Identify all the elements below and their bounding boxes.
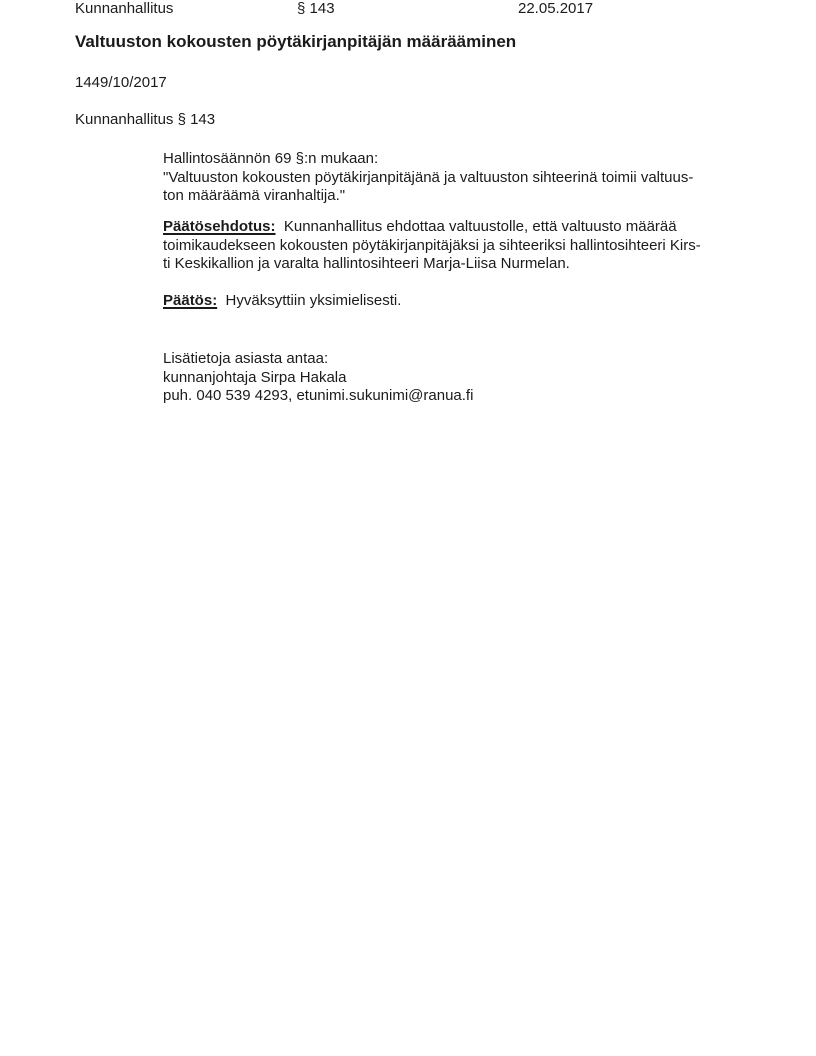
contact-info-paragraph <box>163 350 473 406</box>
proposal-line: toimikaudekseen kokousten pöytäkirjanpitäjäksi ja sihteeriksi hallintosihteeri Kirs- <box>163 236 701 254</box>
section-reference: Kunnanhallitus § 143 <box>75 111 216 128</box>
regulation-line: Hallintosäännön 69 §:n mukaan: <box>163 150 379 167</box>
proposal-text: Kunnanhallitus ehdottaa valtuustolle, että valtuusto määrää <box>275 218 677 235</box>
regulation-line: "Valtuuston kokousten pöytäkirjanpitäjänä ja valtuuston sihteerinä toimii valtuus- <box>163 168 694 186</box>
decision-text: Hyväksyttiin yksimielisesti. <box>217 292 402 309</box>
case-number: 1449/10/2017 <box>75 74 167 91</box>
decision-paragraph <box>163 292 401 311</box>
contact-line: kunnanjohtaja Sirpa Hakala <box>163 368 347 386</box>
regulation-line: ton määräämä viranhaltija." <box>163 187 346 204</box>
regulation-paragraph <box>163 150 693 206</box>
contact-line: puh. 040 539 4293, etunimi.sukunimi@ranua.fi <box>163 387 474 404</box>
header-committee: Kunnanhallitus <box>75 0 174 17</box>
proposal-first-line <box>163 218 701 237</box>
proposal-label: Päätösehdotus: <box>163 218 276 235</box>
decision-first-line <box>163 292 401 311</box>
decision-proposal-paragraph <box>163 218 701 274</box>
proposal-line: ti Keskikallion ja varalta hallintosihteeri Marja-Liisa Nurmelan. <box>163 255 570 272</box>
document-title: Valtuuston kokousten pöytäkirjanpitäjän määrääminen <box>75 32 517 51</box>
header-date: 22.05.2017 <box>518 0 594 17</box>
header-section-number: § 143 <box>297 0 335 17</box>
contact-line: Lisätietoja asiasta antaa: <box>163 350 329 367</box>
decision-label: Päätös: <box>163 292 218 309</box>
